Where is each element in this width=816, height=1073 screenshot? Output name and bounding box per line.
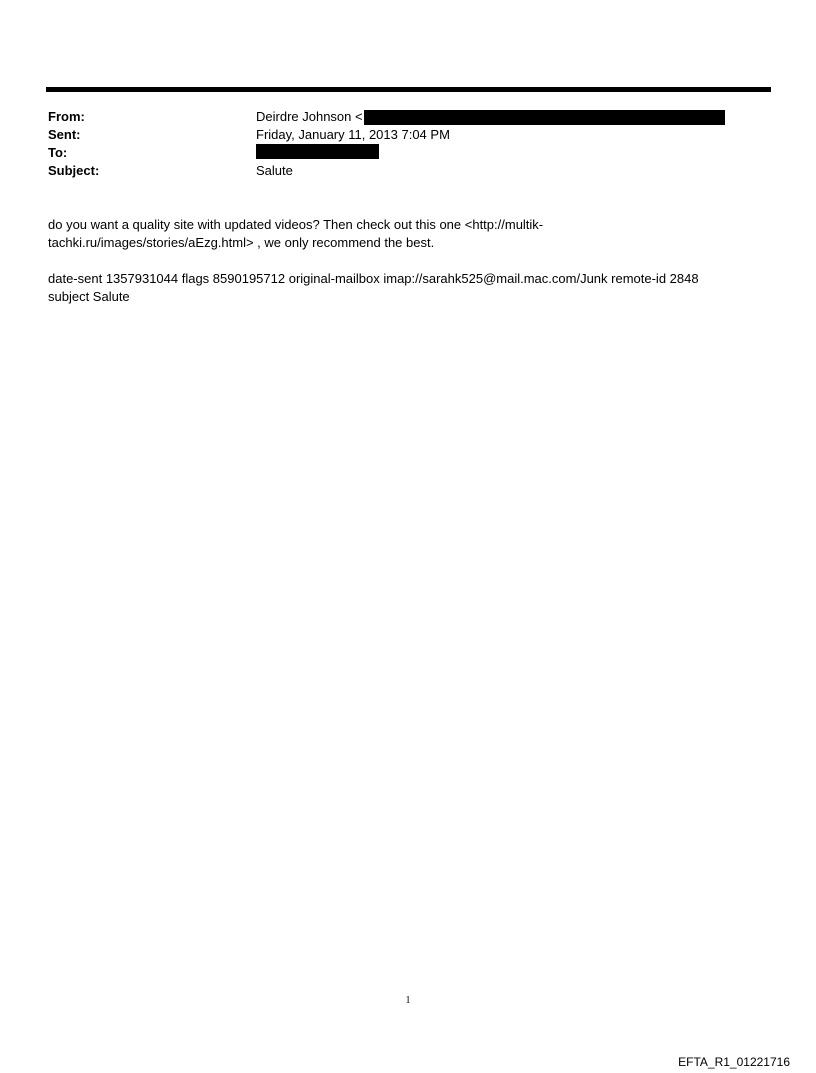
from-value (256, 108, 725, 126)
message-metadata (48, 270, 748, 306)
page-number: 1 (405, 995, 411, 1006)
metadata-line-1: date-sent 1357931044 flags 8590195712 original-mailbox imap://sarahk525@mail.mac.com/Junk remote-id 2848 (48, 271, 699, 286)
from-label: From: (48, 109, 85, 124)
header-divider (46, 87, 771, 92)
from-row (48, 108, 748, 126)
redacted-email-block (364, 110, 725, 125)
message-line-2: tachki.ru/images/stories/aEzg.html> , we only recommend the best. (48, 235, 435, 250)
subject-row (48, 162, 748, 180)
to-label: To: (48, 145, 68, 160)
sent-label: Sent: (48, 127, 81, 142)
message-body (48, 216, 748, 252)
subject-label: Subject: (48, 163, 100, 178)
redacted-recipient-block (256, 144, 379, 159)
metadata-line-2: subject Salute (48, 289, 130, 304)
message-line-1: do you want a quality site with updated videos? Then check out this one <http://multik- (48, 217, 544, 232)
from-name: Deirdre Johnson < (256, 109, 363, 124)
sent-value: Friday, January 11, 2013 7:04 PM (256, 127, 450, 142)
sent-row (48, 126, 748, 144)
document-id: EFTA_R1_01221716 (678, 1055, 790, 1069)
subject-value: Salute (256, 163, 293, 178)
to-row (48, 144, 748, 162)
